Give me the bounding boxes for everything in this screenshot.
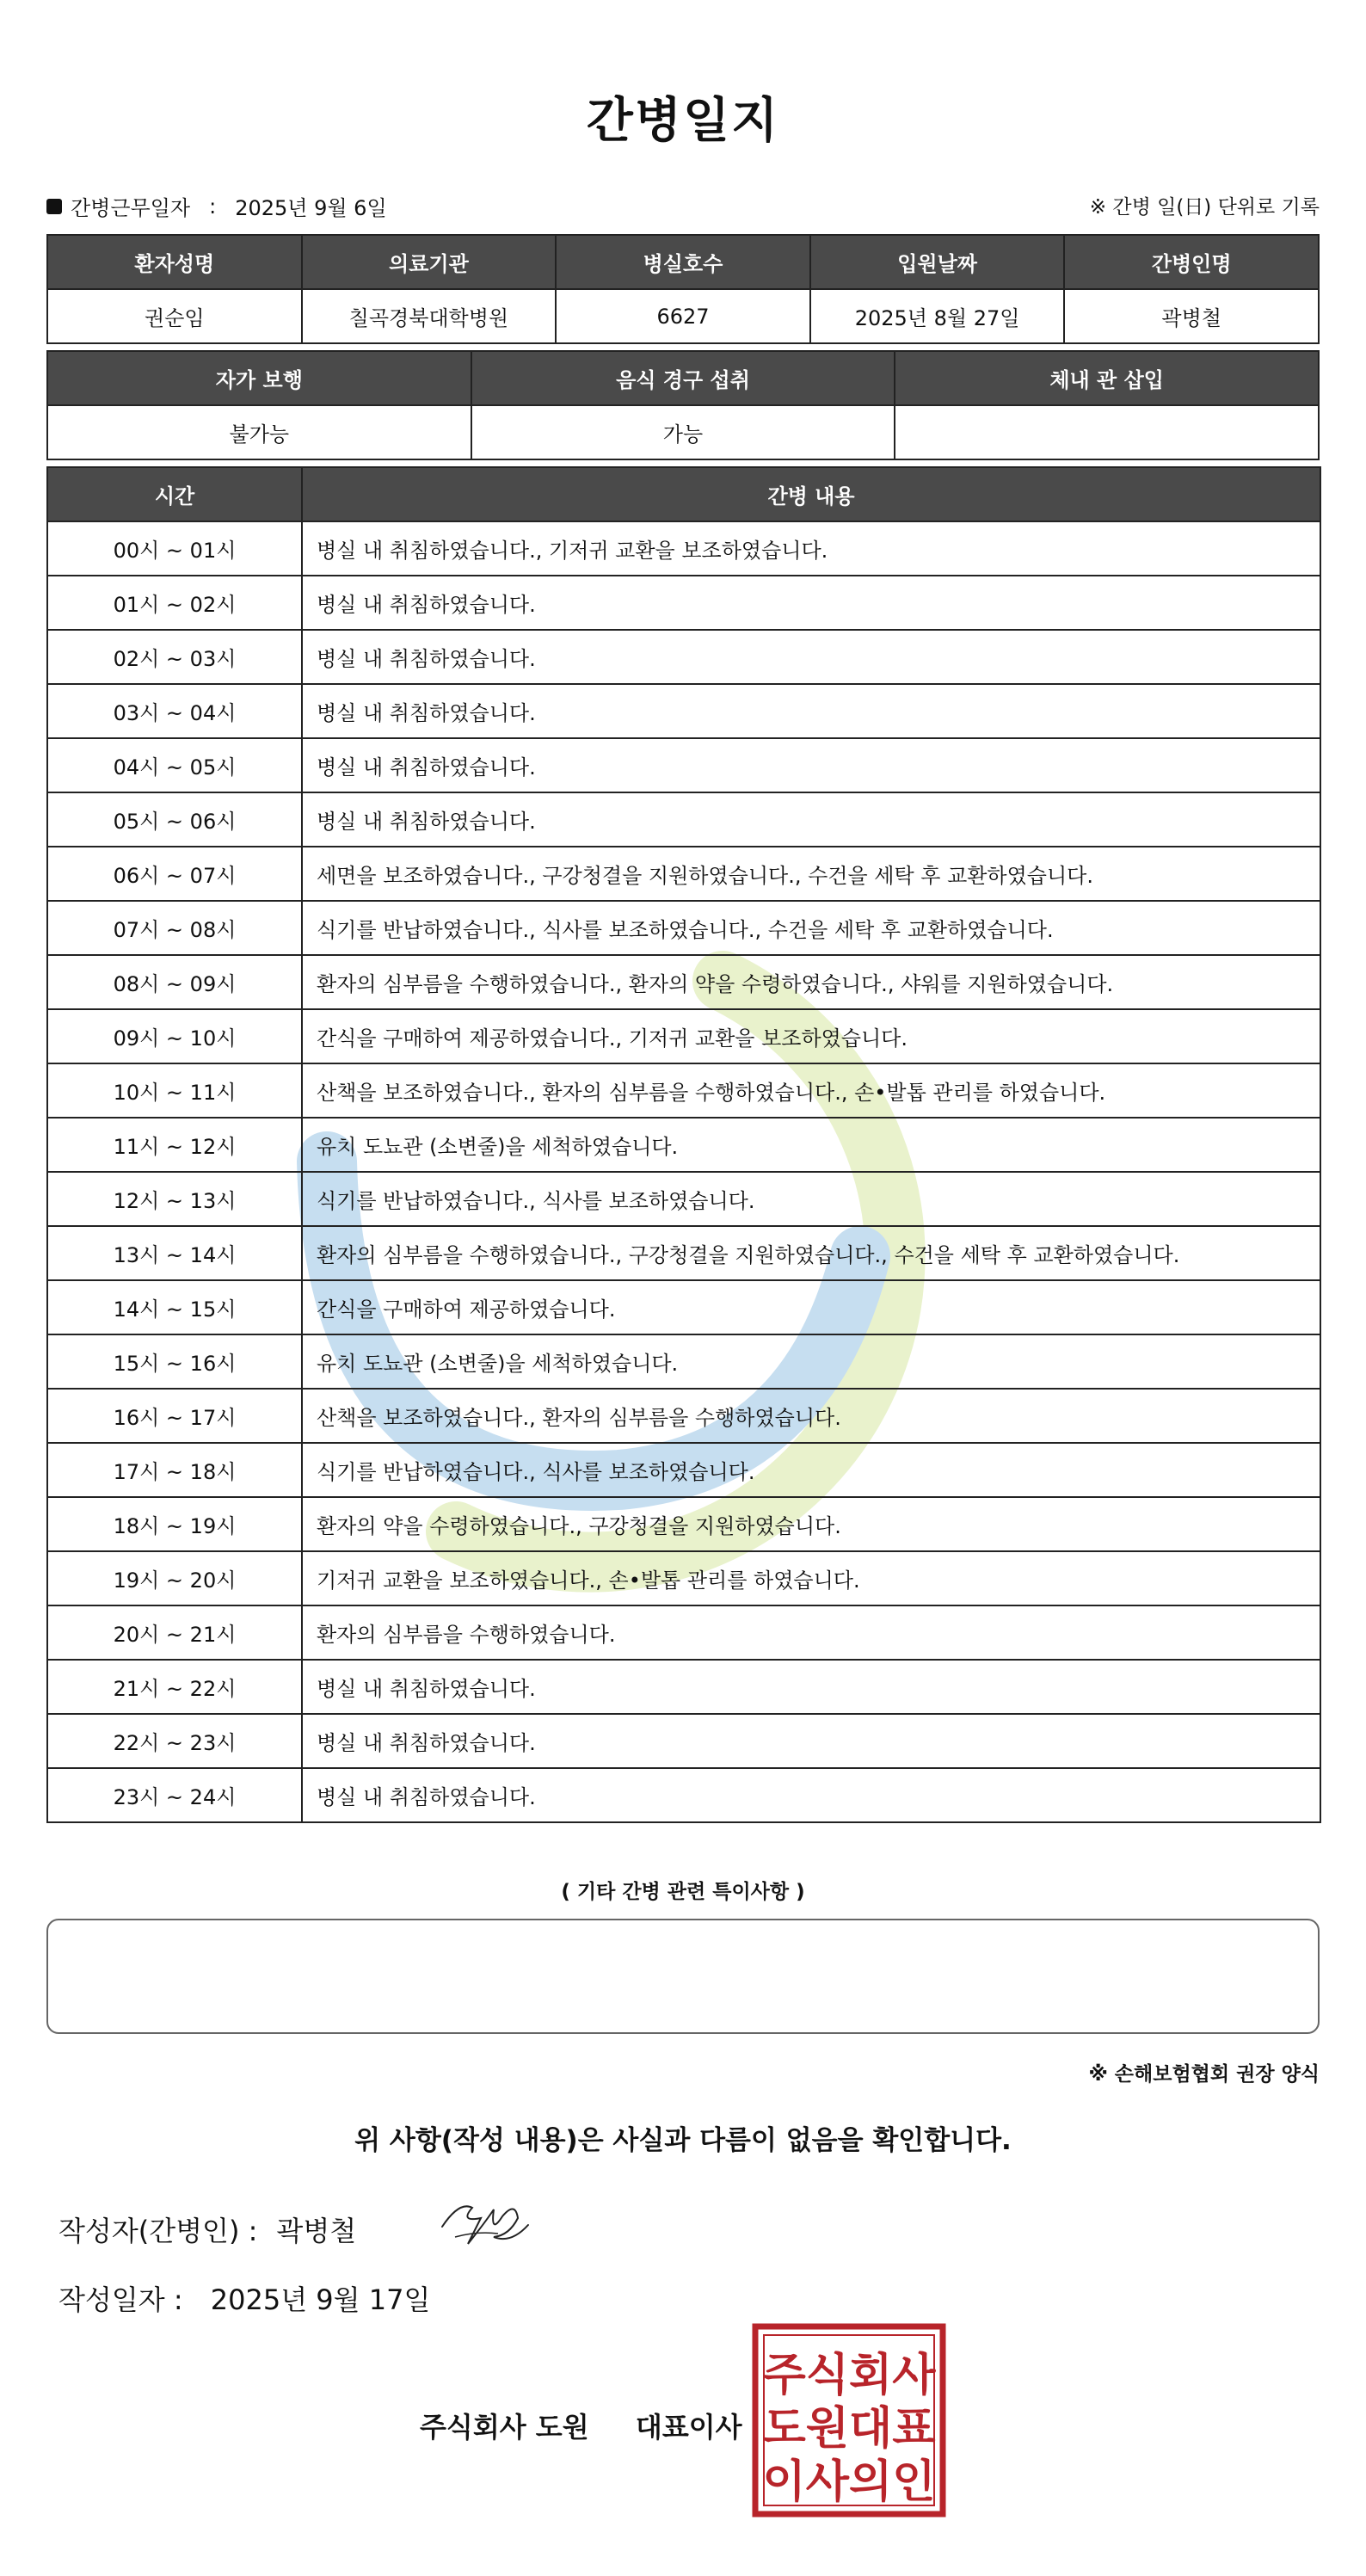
tube-insertion-value [895,405,1319,459]
header-room-number: 병실호수 [556,235,810,289]
log-content: 산책을 보조하였습니다., 환자의 심부름을 수행하였습니다. [302,1389,1320,1443]
care-log-body [47,521,1320,1822]
care-status-header-row [47,351,1319,405]
table-row [47,1063,1320,1118]
log-content: 식기를 반납하였습니다., 식사를 보조하였습니다. [302,1443,1320,1497]
header-caregiver-name: 간병인명 [1064,235,1319,289]
work-date-value: 2025년 9월 6일 [235,196,387,220]
bullet-square-icon [46,199,62,214]
table-row [47,1551,1320,1605]
log-content: 병실 내 취침하였습니다. [302,630,1320,684]
header-hospital: 의료기관 [302,235,557,289]
log-content: 병실 내 취침하였습니다. [302,1660,1320,1714]
care-log-header-row [47,467,1320,521]
table-row [47,1660,1320,1714]
header-care-content: 간병 내용 [302,467,1320,521]
log-time: 23시 ~ 24시 [47,1768,302,1822]
special-notes-box [46,1919,1320,2034]
log-content: 환자의 심부름을 수행하였습니다., 환자의 약을 수령하였습니다., 샤워를 지원하였습니다. [302,955,1320,1009]
table-row [47,1009,1320,1063]
log-time: 21시 ~ 22시 [47,1660,302,1714]
header-patient-name: 환자성명 [47,235,302,289]
log-content: 식기를 반납하였습니다., 식사를 보조하였습니다. [302,1172,1320,1226]
table-row [47,1226,1320,1280]
table-row [47,521,1320,576]
log-content: 병실 내 취침하였습니다. [302,576,1320,630]
caregiver-name: 곽병철 [1064,289,1319,343]
log-time: 15시 ~ 16시 [47,1334,302,1389]
log-time: 14시 ~ 15시 [47,1280,302,1334]
document-title: 간병일지 [586,93,780,149]
table-row [47,1389,1320,1443]
log-content: 병실 내 취침하였습니다. [302,792,1320,847]
written-date-row [58,2278,430,2318]
log-time: 05시 ~ 06시 [47,792,302,847]
company-name: 주식회사 도원 [420,2411,589,2444]
work-date-label: 간병근무일자 [71,196,191,220]
writer-name: 곽병철 [276,2215,357,2247]
form-note: ※ 손해보험협회 권장 양식 [1088,2063,1320,2086]
log-content: 식기를 반납하였습니다., 식사를 보조하였습니다., 수건을 세탁 후 교환하였습니다. [302,901,1320,955]
log-time: 19시 ~ 20시 [47,1551,302,1605]
log-time: 20시 ~ 21시 [47,1605,302,1660]
writer-label: 작성자(간병인) : [58,2215,258,2247]
oral-intake-value: 가능 [471,405,895,459]
header-tube-insertion: 체내 관 삽입 [895,351,1319,405]
patient-info-value-row [47,289,1319,343]
table-row [47,1768,1320,1822]
signature [434,2184,537,2261]
log-content: 환자의 심부름을 수행하였습니다., 구강청결을 지원하였습니다., 수건을 세탁 후 교환하였습니다. [302,1226,1320,1280]
log-time: 09시 ~ 10시 [47,1009,302,1063]
work-date-separator: : [209,194,217,219]
patient-name: 권순임 [47,289,302,343]
written-date-value: 2025년 9월 17일 [210,2283,431,2316]
record-note: ※ 간병 일(日) 단위로 기록 [1089,196,1320,219]
log-time: 01시 ~ 02시 [47,576,302,630]
log-content: 병실 내 취침하였습니다. [302,738,1320,792]
log-content: 세면을 보조하였습니다., 구강청결을 지원하였습니다., 수건을 세탁 후 교환하였습니다. [302,847,1320,901]
patient-info-header-row [47,235,1319,289]
table-row [47,1172,1320,1226]
table-row [47,738,1320,792]
log-time: 12시 ~ 13시 [47,1172,302,1226]
self-walking-value: 불가능 [47,405,471,459]
header-oral-intake: 음식 경구 섭취 [471,351,895,405]
company-line [420,2406,742,2445]
header-self-walking: 자가 보행 [47,351,471,405]
table-row [47,847,1320,901]
written-date-label: 작성일자 : [58,2283,183,2316]
table-row [47,684,1320,738]
log-time: 17시 ~ 18시 [47,1443,302,1497]
log-content: 기저귀 교환을 보조하였습니다., 손•발톱 관리를 하였습니다. [302,1551,1320,1605]
log-time: 07시 ~ 08시 [47,901,302,955]
work-date-row [46,191,1320,225]
log-content: 병실 내 취침하였습니다. [302,684,1320,738]
log-time: 13시 ~ 14시 [47,1226,302,1280]
table-row [47,1334,1320,1389]
log-time: 04시 ~ 05시 [47,738,302,792]
log-time: 03시 ~ 04시 [47,684,302,738]
care-status-table [46,350,1320,460]
log-time: 06시 ~ 07시 [47,847,302,901]
table-row [47,1118,1320,1172]
log-time: 11시 ~ 12시 [47,1118,302,1172]
log-content: 간식을 구매하여 제공하였습니다. [302,1280,1320,1334]
log-content: 병실 내 취침하였습니다. [302,1714,1320,1768]
room-number: 6627 [556,289,810,343]
table-row [47,792,1320,847]
log-content: 병실 내 취침하였습니다., 기저귀 교환을 보조하였습니다. [302,521,1320,576]
table-row [47,1497,1320,1551]
confirmation-statement: 위 사항(작성 내용)은 사실과 다름이 없음을 확인합니다. [354,2125,1012,2156]
header-admission-date: 입원날짜 [810,235,1065,289]
log-content: 유치 도뇨관 (소변줄)을 세척하였습니다. [302,1334,1320,1389]
seal-line-2: 도원대표 [762,2403,936,2455]
care-status-value-row [47,405,1319,459]
table-row [47,576,1320,630]
log-content: 환자의 약을 수령하였습니다., 구강청결을 지원하였습니다. [302,1497,1320,1551]
writer-row [58,2209,356,2249]
log-time: 02시 ~ 03시 [47,630,302,684]
table-row [47,1605,1320,1660]
admission-date: 2025년 8월 27일 [810,289,1065,343]
table-row [47,1443,1320,1497]
table-row [47,1280,1320,1334]
company-seal [752,2323,946,2517]
log-content: 환자의 심부름을 수행하였습니다. [302,1605,1320,1660]
seal-line-3: 이사의인 [762,2456,936,2508]
seal-line-1: 주식회사 [762,2350,936,2401]
log-time: 18시 ~ 19시 [47,1497,302,1551]
table-row [47,630,1320,684]
table-row [47,901,1320,955]
log-content: 산책을 보조하였습니다., 환자의 심부름을 수행하였습니다., 손•발톱 관리를 하였습니다. [302,1063,1320,1118]
log-time: 00시 ~ 01시 [47,521,302,576]
log-time: 08시 ~ 09시 [47,955,302,1009]
log-content: 병실 내 취침하였습니다. [302,1768,1320,1822]
table-row [47,1714,1320,1768]
patient-info-table [46,234,1320,344]
care-log-table [46,466,1321,1823]
log-content: 유치 도뇨관 (소변줄)을 세척하였습니다. [302,1118,1320,1172]
table-row [47,955,1320,1009]
company-title: 대표이사 [635,2411,742,2444]
hospital-name: 칠곡경북대학병원 [302,289,557,343]
log-time: 22시 ~ 23시 [47,1714,302,1768]
header-time: 시간 [47,467,302,521]
log-content: 간식을 구매하여 제공하였습니다., 기저귀 교환을 보조하였습니다. [302,1009,1320,1063]
log-time: 16시 ~ 17시 [47,1389,302,1443]
special-notes-title: ( 기타 간병 관련 특이사항 ) [561,1881,805,1903]
log-time: 10시 ~ 11시 [47,1063,302,1118]
